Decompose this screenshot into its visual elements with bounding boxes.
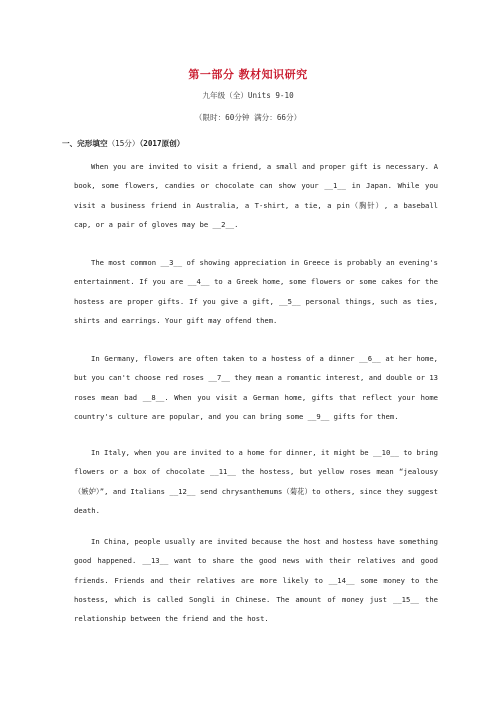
time-limit: （限时：60分钟 满分：66分） [194,113,302,122]
page-title: 第一部分 教材知识研究 [188,68,308,81]
unit-subtitle: 九年级（全）Units 9-10 [202,91,294,100]
section-year: （2017原创） [139,139,185,148]
paragraph-japan-australia: When you are invited to visit a friend, a small and proper gift is necessary. A book, some flowers, candies or chocolate can show your __1__ in Japan. While you visit a business friend in Australia, a T-shirt, a tie, a pin（胸针）, a baseball cap, or a pair of gloves may be __2__. [74,162,438,229]
section-title: 一、完形填空 [62,139,108,148]
paragraph-italy: In Italy, when you are invited to a home for dinner, it might be __10__ to bring flowers or a box of chocolate __11__ the hostess, but yellow roses mean “jealousy（嫉妒）”, and Italians __12__ send chrysanthemums（菊花）to others, since they suggest death. [74,448,438,515]
paragraph-germany: In Germany, flowers are often taken to a hostess of a dinner __6__ at her home, but you can't choose red roses __7__ they mean a romantic interest, and double or 13 roses mean bad __8__. When you visit a German home, gifts that reflect your home country's culture are popular, and you can bring some __9__ gifts for them. [74,354,438,421]
paragraph-china: In China, people usually are invited because the host and hostess have something good happened. __13__ want to share the good news with their relatives and good friends. Friends and their relatives are more likely to __14__ some money to the hostess, which is called Songli in Chinese. The amount of money just __15__ the relationship between the friend and the host. [74,537,438,623]
section-score: （15分） [107,139,140,148]
section-heading [62,138,184,149]
paragraph-greece: The most common __3__ of showing appreciation in Greece is probably an evening's entertainment. If you are __4__ to a Greek home, some flowers or some cakes for the hostess are proper gifts. If you give a gift, __5__ personal things, such as ties, shirts and earrings. Your gift may offend them. [74,258,438,325]
